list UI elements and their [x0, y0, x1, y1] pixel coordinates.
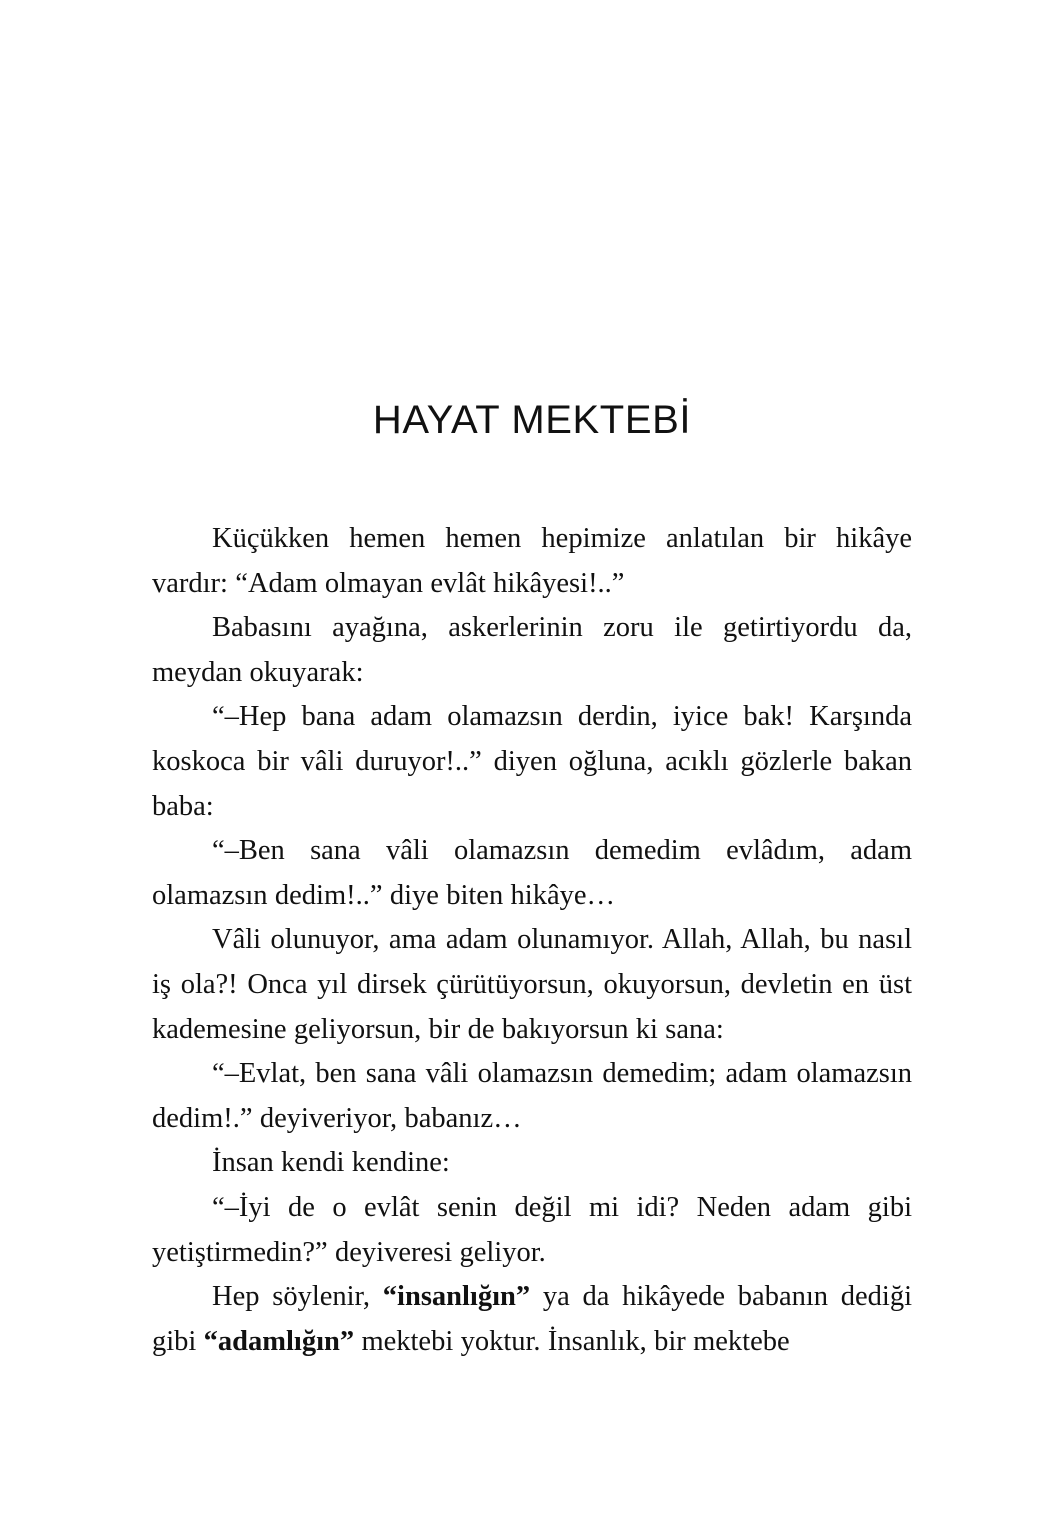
paragraph: İnsan kendi kendine: — [212, 1147, 450, 1179]
body-text-block — [152, 517, 912, 1364]
emphasis-adamligin: “adamlığın” — [203, 1325, 355, 1357]
paragraph-text-segment: mektebi yoktur. İnsanlık, bir mektebe — [354, 1325, 790, 1357]
paragraph: Vâli olunuyor, ama adam olunamıyor. Allah, Allah, bu nasıl iş ola?! Onca yıl dirsek çürütüyorsun, okuyorsun, devletin en üst kademesine geliyorsun, bir de bakıyorsun ki sana: — [152, 924, 912, 1045]
paragraph: “–Evlat, ben sana vâli olamazsın demedim; adam olamazsın dedim!.” deyiveriyor, babanız… — [152, 1058, 912, 1134]
paragraph: “–Hep bana adam olamazsın derdin, iyice bak! Karşında koskoca bir vâli duruyor!..” diyen oğluna, acıklı gözlerle bakan baba: — [152, 701, 912, 822]
paragraph: “–Ben sana vâli olamazsın demedim evlâdım, adam olamazsın dedim!..” diye biten hikâye… — [152, 835, 912, 911]
paragraph — [152, 1275, 912, 1364]
paragraph-text-segment: ya da hikâyede babanın dediği gibi — [152, 1281, 913, 1357]
paragraph-text-segment: Hep söylenir, — [212, 1281, 383, 1313]
emphasis-insanligin: “insanlığın” — [382, 1281, 531, 1313]
paragraph: Küçükken hemen hemen hepimize anlatılan bir hikâye vardır: “Adam olmayan evlât hikâyesi!..” — [152, 523, 912, 599]
paragraph: “–İyi de o evlât senin değil mi idi? Neden adam gibi yetiştirmedin?” deyiveresi geliyor. — [152, 1191, 912, 1268]
page-title: HAYAT MEKTEBİ — [372, 398, 692, 442]
paragraph: Babasını ayağına, askerlerinin zoru ile getirtiyordu da, meydan okuyarak: — [152, 612, 912, 688]
